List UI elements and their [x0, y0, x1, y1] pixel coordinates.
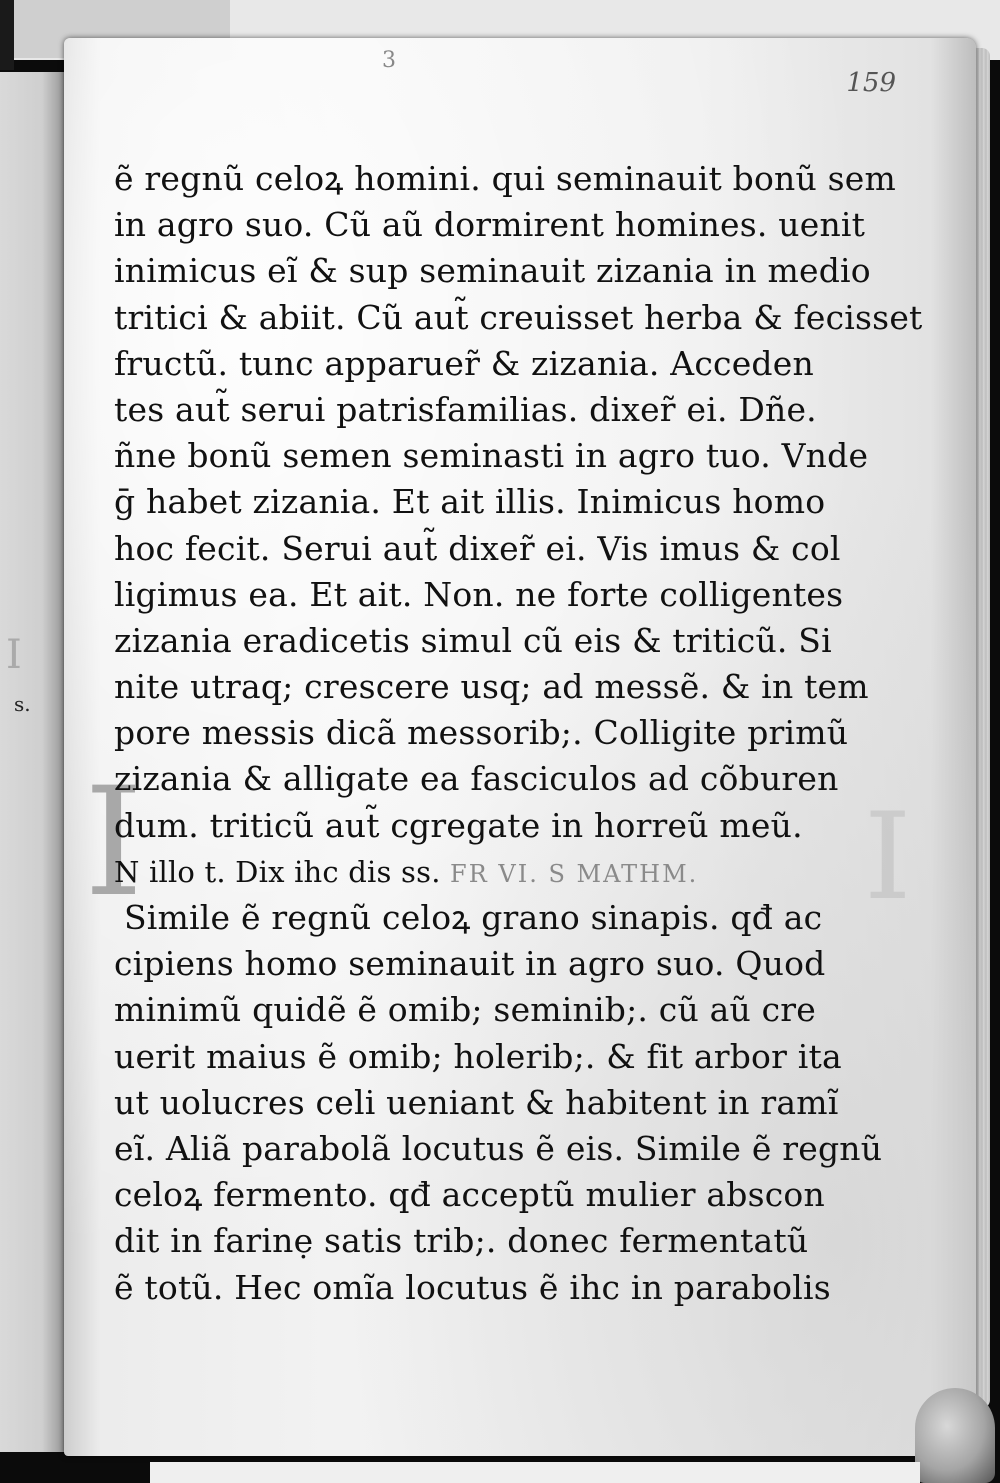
text-line: eı̃. Aliã parabolã locutus ẽ eis. Simile ẽ regnũ: [114, 1128, 883, 1168]
top-mark: 3: [382, 48, 396, 73]
text-line: ẽ regnũ celoꝝ homini. qui seminauit bonũ sem: [114, 159, 896, 198]
background-card-bottom: [150, 1462, 920, 1483]
text-line: celoꝝ fermento. qđ acceptũ mulier abscon: [114, 1175, 825, 1215]
rubric-title: FR VI. S MATHM.: [450, 859, 699, 888]
verso-mark-initial: I: [6, 632, 22, 678]
rubric-incipit: N illo t. Dix ihc dis ss.: [114, 854, 441, 889]
text-line: in agro suo. Cũ aũ dormirent homines. uenit: [114, 205, 866, 245]
text-line: uerit maius ẽ omib; holerib;. & fit arbor ita: [114, 1036, 842, 1076]
text-line: zizania & alligate ea fasciculos ad cõburen: [114, 759, 839, 799]
text-line: pore messis dicã messorib;. Colligite primũ: [114, 713, 849, 753]
text-line: inimicus eı̃ & sup seminauit zizania in medio: [114, 251, 871, 291]
verso-mark-s: s.: [14, 692, 31, 716]
text-line: cipiens homo seminauit in agro suo. Quod: [114, 944, 826, 984]
decorated-initial: I: [84, 756, 144, 930]
manuscript-text: [114, 156, 923, 1311]
verso-page-edge: [0, 72, 70, 1452]
text-line: ligimus ea. Et ait. Non. ne forte colligentes: [114, 574, 844, 614]
text-line: ñne bonũ semen seminasti in agro tuo. Vnde: [114, 436, 869, 476]
holding-thumb: [915, 1388, 995, 1483]
rubric-line: [114, 849, 864, 895]
text-line: fructũ. tunc apparuer̃ & zizania. Acceden: [114, 343, 814, 383]
text-line: ut uolucres celi ueniant & habitent in ramı̃: [114, 1082, 839, 1122]
text-line: ḡ habet zizania. Et ait illis. Inimicus homo: [114, 482, 826, 522]
text-line: Simile ẽ regnũ celoꝝ grano sinapis. qđ ac: [124, 898, 823, 937]
text-line: minimũ quidẽ ẽ omib; seminib;. cũ aũ cre: [114, 990, 816, 1030]
background-dark-edge: [0, 0, 14, 70]
folio-number: 159: [846, 68, 896, 98]
text-line: tes aut̃ serui patrisfamilias. dixer̃ ei. Dñe.: [114, 389, 817, 429]
text-line: nite utraq; crescere usq; ad messẽ. & in tem: [114, 667, 869, 707]
text-line: hoc fecit. Serui aut̃ dixer̃ ei. Vis imus & col: [114, 528, 841, 568]
text-line: dum. triticũ aut̃ cgregate in horreũ meũ.: [114, 805, 803, 845]
text-line: zizania eradicetis simul cũ eis & triticũ. Si: [114, 620, 832, 660]
text-line: ẽ totũ. Hec omĩa locutus ẽ ihc in parabolis: [114, 1267, 831, 1307]
text-line: tritici & abiit. Cũ aut̃ creuisset herba & fecisset: [114, 297, 923, 337]
show-through-initial: I: [864, 788, 912, 927]
text-line: dit in farinẹ satis trib;. donec fermentatũ: [114, 1221, 809, 1261]
recto-page: [64, 38, 976, 1456]
